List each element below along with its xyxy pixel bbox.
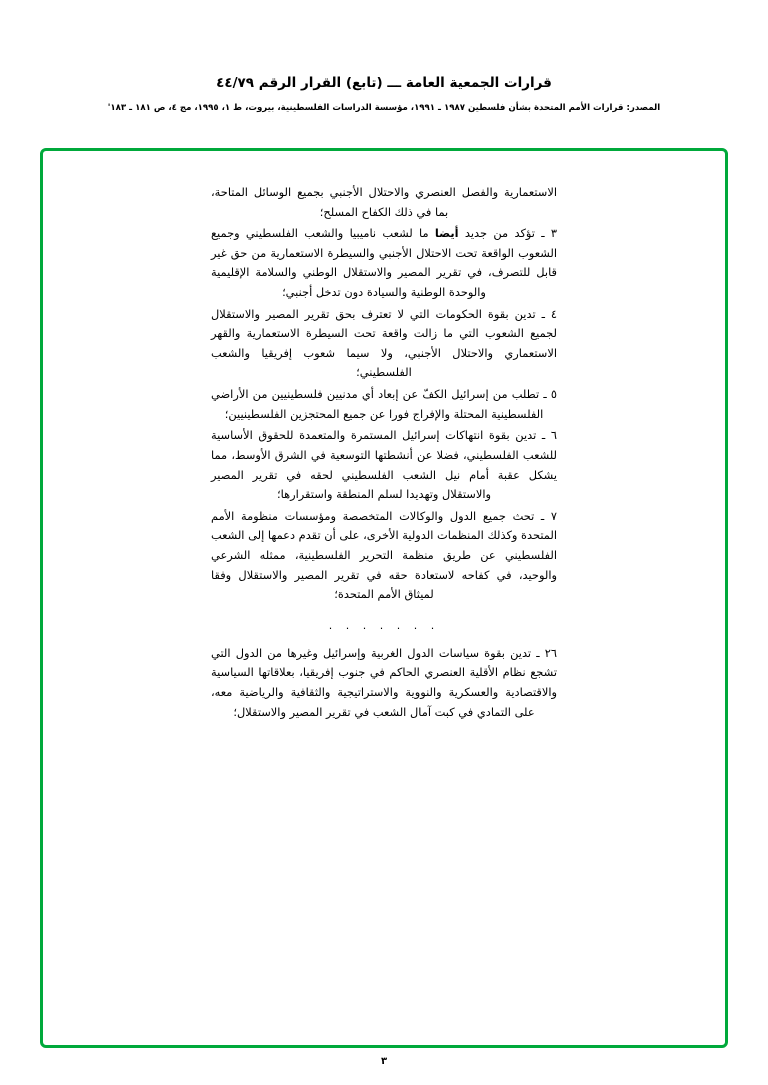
- paragraph-4: ٥ ـ تطلب من إسرائيل الكفّ عن إبعاد أي مدنيين فلسطينيين من الأراضي الفلسطينية المحتلة والإفراج فورا عن جميع المحتجزين الفلسطينيين؛: [211, 387, 557, 421]
- emphasized-word: أيضا: [434, 226, 459, 241]
- document-header: [0, 0, 768, 114]
- paragraph-2: ٣ ـ تؤكد من جديد أيضا ما لشعب ناميبيا والشعب الفلسطيني وجميع الشعوب الواقعة تحت الاحتلال الأجنبي والسيطرة الاستعمارية من حق غير قابل للتصرف، في تقرير المصير والاستقلال الوطني والسلامة الإقليمية والوحدة الوطنية والسيادة دون تدخل أجنبي؛: [211, 226, 557, 300]
- paragraph-1: الاستعمارية والفصل العنصري والاحتلال الأجنبي بجميع الوسائل المتاحة، بما في ذلك الكفاح المسلح؛: [211, 185, 557, 219]
- paragraph-3: ٤ ـ تدين بقوة الحكومات التي لا تعترف بحق تقرير المصير والاستقلال لجميع الشعوب التي ما زالت واقعة تحت السيطرة الاستعمارية والقهر الاستعماري والاحتلال الأجنبي، ولا سيما شعوب إفريقيا والشعب الفلسطيني؛: [211, 306, 557, 380]
- paragraph-7: ٢٦ ـ تدين بقوة سياسات الدول الغربية وإسرائيل وغيرها من الدول التي تشجع نظام الأقلية العنصري الحاكم في جنوب إفريقيا، بعلاقاتها السياسية والاقتصادية والعسكرية والنووية والاستراتيجية والثقافية والرياضية معه، على التمادي في كبت آمال الشعب في تقرير المصير والاستقلال؛: [211, 645, 557, 719]
- paragraph-5: ٦ ـ تدين بقوة انتهاكات إسرائيل المستمرة والمتعمدة للحقوق الأساسية للشعب الفلسطيني، فضلا عن أنشطتها التوسعية في الشرق الأوسط، مما يشكل عقبة أمام نيل الشعب الفلسطيني لحقه في تقرير المصير والاستقلال وتهديدا لسلم المنطقة واستقرارها؛: [211, 428, 557, 502]
- content-frame: [40, 148, 728, 1048]
- document-body: [211, 183, 557, 722]
- paragraph-6: ٧ ـ تحث جميع الدول والوكالات المتخصصة ومؤسسات منظومة الأمم المتحدة وكذلك المنظمات الدولية الأخرى، على أن تقدم دعمها إلى الشعب الفلسطيني عن طريق منظمة التحرير الفلسطينية، ممثله الشرعي والوحيد، في كفاحه لاستعادة حقه في تقرير المصير والاستقلال وفقا لميثاق الأمم المتحدة؛: [211, 508, 557, 602]
- page-title: قرارات الجمعية العامة ـــ (تابع) القرار الرقم ٤٤/٧٩: [216, 75, 552, 91]
- section-separator: . . . . . . .: [328, 618, 440, 632]
- source-line: المصدر: قرارات الأمم المتحدة بشأن فلسطين ١٩٨٧ ـ ١٩٩١، مؤسسة الدراسات الفلسطينية، بيروت، ط ١، ١٩٩٥، مج ٤، ص ١٨١ ـ ١٨٣': [107, 102, 661, 113]
- page-number: ٣: [380, 1056, 388, 1067]
